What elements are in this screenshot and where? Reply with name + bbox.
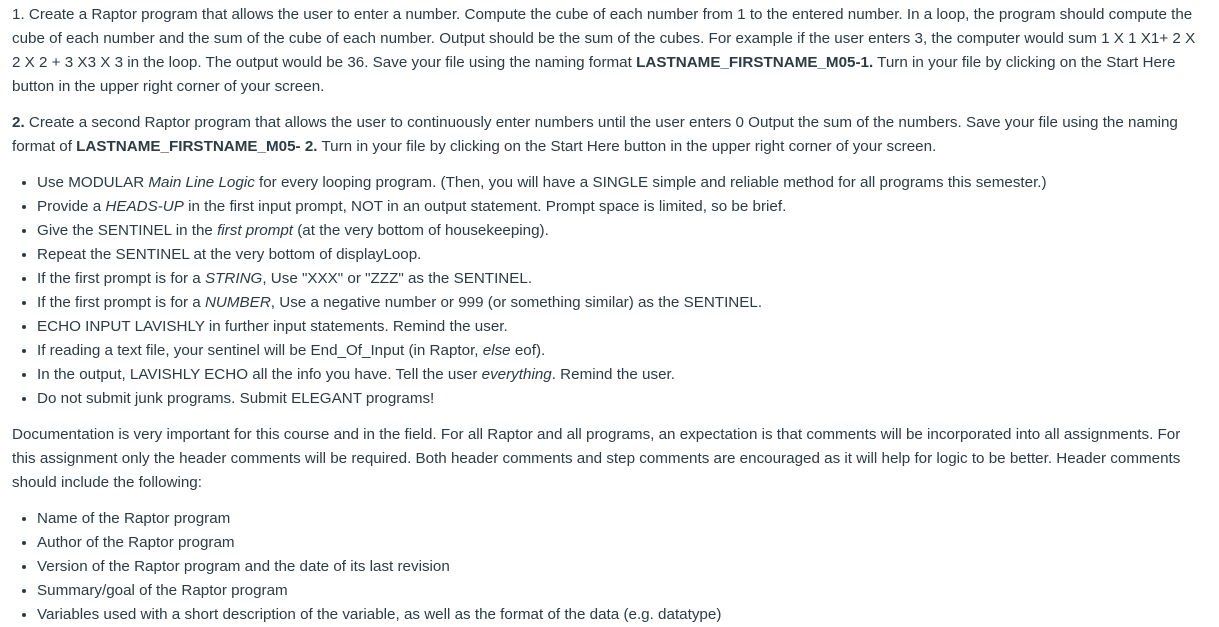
guideline-text: for every looping program. (Then, you will have a SINGLE simple and reliable method for all programs this semester.) xyxy=(254,174,1047,191)
guideline-text: , Use "XXX" or "ZZZ" as the SENTINEL. xyxy=(262,270,533,287)
header-comment-item: • Variables used with a short description of the variable, as well as the format of the data (e.g. datatype) xyxy=(37,603,1207,627)
guideline-item xyxy=(37,267,1207,291)
part-2-filename: LASTNAME_FIRSTNAME_M05- 2. xyxy=(76,138,318,155)
header-comment-item: • Name of the Raptor program xyxy=(37,507,1207,531)
guidelines-list xyxy=(12,171,1207,411)
guideline-item xyxy=(37,291,1207,315)
part-2-text: Create a second Raptor program that allows the user to continuously enter numbers until the user enters 0 Output the sum of the numbers. Save your file using the naming format of xyxy=(12,114,1178,155)
guideline-text: Repeat the SENTINEL at the very bottom of displayLoop. xyxy=(37,246,422,263)
guideline-text: ECHO INPUT LAVISHLY in further input statements. Remind the user. xyxy=(37,318,508,335)
guideline-text: . Remind the user. xyxy=(551,366,675,383)
guideline-text: in the first input prompt, NOT in an output statement. Prompt space is limited, so be brief. xyxy=(183,198,787,215)
guideline-text: If reading a text file, your sentinel will be End_Of_Input (in Raptor, xyxy=(37,342,483,359)
guideline-item xyxy=(37,363,1207,387)
guideline-emphasis: everything xyxy=(481,366,552,383)
guideline-item xyxy=(37,195,1207,219)
guideline-item xyxy=(37,339,1207,363)
part-2-turn-in-text: Turn in your file by clicking on the Start Here button in the upper right corner of your screen. xyxy=(317,138,937,155)
guideline-text: If the first prompt is for a xyxy=(37,270,205,287)
part-1-text: 1. Create a Raptor program that allows the user to enter a number. Compute the cube of each number from 1 to the entered number. In a loop, the program should compute the cube of each number and the sum of the cube of each number. Output should be the sum of the cubes. For example if the user enters 3, the computer would sum 1 X 1 X1+ 2 X 2 X 2 + 3 X3 X 3 in the loop. The output would be 36. Save your file using the naming format xyxy=(12,6,1196,71)
guideline-item xyxy=(37,219,1207,243)
guideline-text: Give the SENTINEL in the xyxy=(37,222,218,239)
header-comment-item: • Summary/goal of the Raptor program xyxy=(37,579,1207,603)
guideline-emphasis: else xyxy=(482,342,511,359)
guideline-emphasis: first prompt xyxy=(217,222,294,239)
guideline-text: If the first prompt is for a xyxy=(37,294,205,311)
guideline-emphasis: NUMBER xyxy=(204,294,271,311)
guideline-emphasis: Main Line Logic xyxy=(148,174,255,191)
guideline-text: eof). xyxy=(510,342,546,359)
part-1-turn-in-text: Turn in your file by clicking on the Start Here button in the upper right corner of your screen. xyxy=(12,54,1176,95)
guideline-item xyxy=(37,171,1207,195)
guideline-emphasis: STRING xyxy=(204,270,263,287)
guideline-item xyxy=(37,315,1207,339)
guideline-emphasis: HEADS-UP xyxy=(105,198,184,215)
header-comment-item: • Author of the Raptor program xyxy=(37,531,1207,555)
header-comment-item: • Version of the Raptor program and the date of its last revision xyxy=(37,555,1207,579)
documentation-paragraph: Documentation is very important for this course and in the field. For all Raptor and all programs, an expectation is that comments will be incorporated into all assignments. For this assignment only the header comments will be required. Both header comments and step comments are encouraged as it will help for logic to be better. Header comments should include the following: xyxy=(12,426,1181,491)
guideline-text: Provide a xyxy=(37,198,106,215)
guideline-text: In the output, LAVISHLY ECHO all the info you have. Tell the user xyxy=(37,366,482,383)
part-2-number: 2. xyxy=(12,114,25,131)
assignment-part-2 xyxy=(12,111,1207,159)
guideline-text: (at the very bottom of housekeeping). xyxy=(293,222,549,239)
part-1-filename: LASTNAME_FIRSTNAME_M05-1. xyxy=(636,54,874,71)
header-comments-list xyxy=(12,507,1207,627)
guideline-item xyxy=(37,387,1207,411)
guideline-text: , Use a negative number or 999 (or something similar) as the SENTINEL. xyxy=(270,294,763,311)
guideline-text: Use MODULAR xyxy=(37,174,149,191)
guideline-text: Do not submit junk programs. Submit ELEGANT programs! xyxy=(37,390,435,407)
guideline-item xyxy=(37,243,1207,267)
assignment-part-1 xyxy=(12,3,1207,99)
